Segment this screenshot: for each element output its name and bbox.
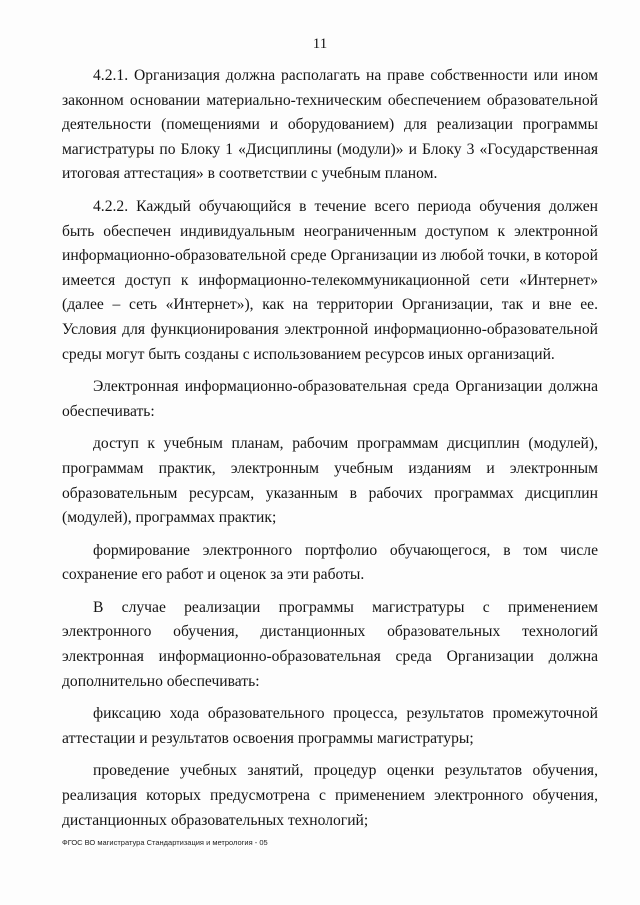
paragraph-distance-learning: В случае реализации программы магистратуры с применением электронного обучения, дистанционных образовательных технологий электронная информационно-образовательная среда Организации должна дополнительно обеспечивать: <box>62 598 598 690</box>
paragraph-4-2-1: 4.2.1. Организация должна располагать на праве собственности или ином законном основании материально-техническим обеспечением образовательной деятельности (помещениями и оборудованием) для реализации программы магистратуры по Блоку 1 «Дисциплины (модули)» и Блоку 3 «Государственная итоговая аттестация» в соответствии с учебным планом. <box>62 67 598 183</box>
paragraph-progress-tracking: фиксацию хода образовательного процесса, результатов промежуточной аттестации и результатов освоения программы магистратуры; <box>62 705 598 747</box>
paragraph-classes-assessment: проведение учебных занятий, процедур оценки результатов обучения, реализация которых предусмотрена с применением электронного обучения, дистанционных образовательных технологий; <box>62 762 598 829</box>
page-footer: ФГОС ВО магистратура Стандартизация и метрология - 05 <box>62 838 268 847</box>
paragraph-eios-intro: Электронная информационно-образовательная среда Организации должна обеспечивать: <box>62 378 598 420</box>
body-text <box>62 64 598 833</box>
paragraph-portfolio: формирование электронного портфолио обучающегося, в том числе сохранение его работ и оценок за эти работы. <box>62 541 598 584</box>
paragraph-access-plans: доступ к учебным планам, рабочим программам дисциплин (модулей), программам практик, электронным учебным изданиям и электронным образовательным ресурсам, указанным в рабочих программах дисциплин (модулей), программах практик; <box>62 435 598 527</box>
paragraph-4-2-2: 4.2.2. Каждый обучающийся в течение всего периода обучения должен быть обеспечен индивидуальным неограниченным доступом к электронной информационно-образовательной среде Организации из любой точки, в которой имеется доступ к информационно-телекоммуникационной сети «Интернет» (далее – сеть «Интернет»), как на территории Организации, так и вне ее. Условия для функционирования электронной информационно-образовательной среды могут быть созданы с использованием ресурсов иных организаций. <box>62 197 598 363</box>
page-number: 11 <box>312 36 328 52</box>
